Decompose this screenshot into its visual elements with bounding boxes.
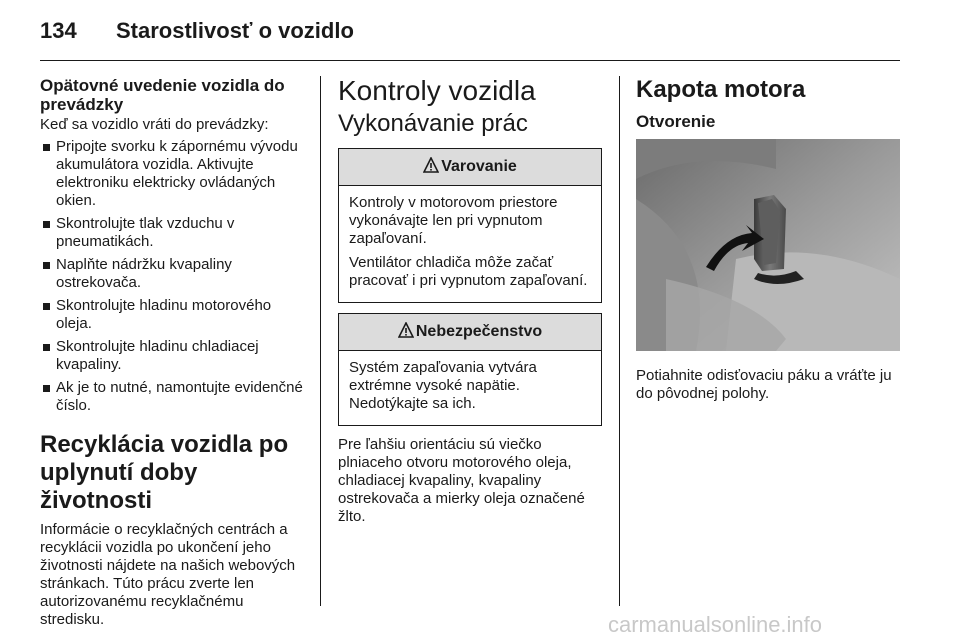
warning-triangle-icon xyxy=(423,157,439,180)
heading-vehicle-checks: Kontroly vozidla xyxy=(338,75,536,106)
list-item: Skontrolujte tlak vzduchu v pneumatikách. xyxy=(40,215,308,251)
column-right xyxy=(636,76,900,407)
hood-release-lever-photo xyxy=(636,139,900,351)
column-middle xyxy=(338,76,602,530)
list-item: Naplňte nádržku kvapaliny ostrekovača. xyxy=(40,256,308,292)
danger-box-body xyxy=(339,351,601,425)
orientation-text: Pre ľahšiu orientáciu sú viečko plniaceho otvoru motorového oleja, chladiacej kvapaliny, kvapaliny ostrekovača a mierky oleja označené žlto. xyxy=(338,436,585,525)
danger-box-header xyxy=(339,314,601,351)
heading-engine-hood: Kapota motora xyxy=(636,76,806,103)
list-item: Skontrolujte hladinu motorového oleja. xyxy=(40,297,308,333)
list-item: Skontrolujte hladinu chladiacej kvapaliny. xyxy=(40,338,308,374)
warning-paragraph: Ventilátor chladiča môže začať pracovať i pri vypnutom zapaľovaní. xyxy=(349,254,588,289)
section-title-recycling: Recyklácia vozidla po uplynutí doby životnosti xyxy=(40,431,289,514)
watermark: carmanualsonline.info xyxy=(608,612,823,637)
warning-label: Varovanie xyxy=(441,158,517,175)
hood-caption: Potiahnite odisťovaciu páku a vráťte ju do pôvodnej polohy. xyxy=(636,367,892,402)
column-divider-1 xyxy=(320,76,321,606)
page-number: 134 xyxy=(40,18,77,43)
header-divider xyxy=(40,60,900,61)
checklist xyxy=(40,138,308,415)
subheading-opening: Otvorenie xyxy=(636,112,716,131)
warning-box-body xyxy=(339,186,601,302)
list-item: Pripojte svorku k zápornému vývodu akumulátora vozidla. Aktivujte elektroniku elektricky ovládaných okien. xyxy=(40,138,308,210)
section-intro: Keď sa vozidlo vráti do prevádzky: xyxy=(40,116,269,133)
danger-paragraph: Systém zapaľovania vytvára extrémne vysoké napätie. Nedotýkajte sa ich. xyxy=(349,359,537,412)
column-left xyxy=(40,76,308,633)
warning-paragraph: Kontroly v motorovom priestore vykonávajte len pri vypnutom zapaľovaní. xyxy=(349,194,558,247)
recycling-text: Informácie o recyklačných centrách a recyklácii vozidla po ukončení jeho životnosti nájdete na našich webových stránkach. Túto prácu zverte len autorizovanému recyklačnému stredisku. xyxy=(40,521,296,628)
list-item: Ak je to nutné, namontujte evidenčné číslo. xyxy=(40,379,308,415)
danger-triangle-icon xyxy=(398,322,414,345)
danger-label: Nebezpečenstvo xyxy=(415,323,543,340)
danger-box xyxy=(338,313,602,426)
page-header xyxy=(40,18,900,54)
subheading-performing-work: Vykonávanie prác xyxy=(338,110,528,137)
column-divider-2 xyxy=(619,76,620,606)
warning-box xyxy=(338,148,602,303)
warning-box-header xyxy=(339,149,601,186)
page-title: Starostlivosť o vozidlo xyxy=(116,18,354,43)
section-title-recommissioning: Opätovné uvedenie vozidla do prevádzky xyxy=(40,76,285,114)
